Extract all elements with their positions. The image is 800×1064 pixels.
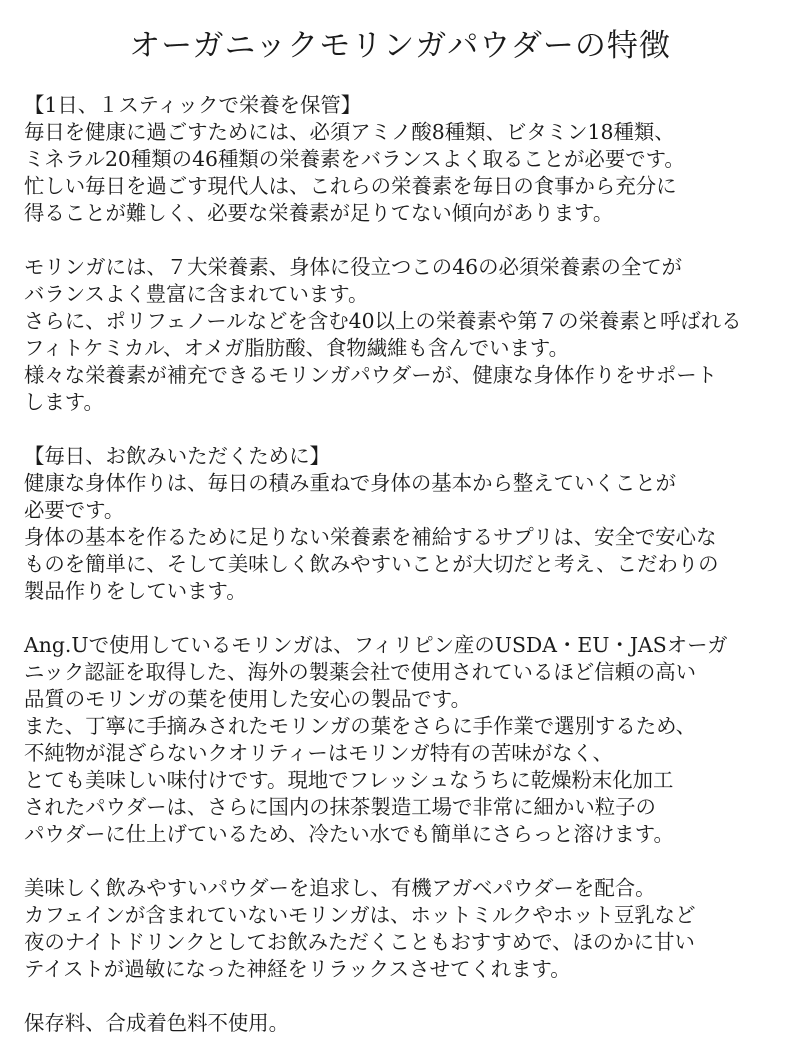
text-line: モリンガには、７大栄養素、身体に役立つこの46の必須栄養素の全てが [24,255,683,279]
text-line: します。 [24,390,104,414]
text-line: 【1日、１スティックで栄養を保管】 [24,93,362,117]
text-line: さらに、ポリフェノールなどを含む40以上の栄養素や第７の栄養素と呼ばれる [24,309,742,333]
text-line: 得ることが難しく、必要な栄養素が足りてない傾向があります。 [24,201,614,225]
text-line: 様々な栄養素が補充できるモリンガパウダーが、健康な身体作りをサポート [24,363,718,387]
text-line: 必要です。 [24,498,125,522]
paragraph [24,875,794,983]
page-title: オーガニックモリンガパウダーの特徴 [129,28,671,64]
text-line: 品質のモリンガの葉を使用した安心の製品です。 [24,687,471,711]
text-line: パウダーに仕上げているため、冷たい水でも簡単にさらっと溶けます。 [24,822,674,846]
text-line: 健康な身体作りは、毎日の積み重ねで身体の基本から整えていくことが [24,471,676,495]
text-line: Ang.Uで使用しているモリンガは、フィリピン産のUSDA・EU・JASオーガ [24,633,728,657]
text-line: とても美味しい味付けです。現地でフレッシュなうちに乾燥粉末化加工 [24,768,674,792]
text-line: バランスよく豊富に含まれています。 [24,282,369,306]
text-line: されたパウダーは、さらに国内の抹茶製造工場で非常に細かい粒子の [24,795,656,819]
text-line: 不純物が混ざらないクオリティーはモリンガ特有の苦味がなく、 [24,741,613,765]
paragraph [24,1010,794,1037]
paragraph [24,92,794,227]
text-line: 毎日を健康に過ごすためには、必須アミノ酸8種類、ビタミン18種類、 [24,120,675,144]
text-line: ものを簡単に、そして美味しく飲みやすいことが大切だと考え、こだわりの [24,552,719,576]
paragraph [24,254,794,416]
text-line: フィトケミカル、オメガ脂肪酸、食物繊維も含んでいます。 [24,336,570,360]
text-line: 身体の基本を作るために足りない栄養素を補給するサプリは、安全で安心な [24,525,717,549]
text-line: また、丁寧に手摘みされたモリンガの葉をさらに手作業で選別するため、 [24,714,697,738]
text-line: 忙しい毎日を過ごす現代人は、これらの栄養素を毎日の食事から充分に [24,174,677,198]
paragraph [24,443,794,605]
text-line: ニック認証を取得した、海外の製薬会社で使用されているほど信頼の高い [24,660,697,684]
text-line: 保存料、合成着色料不使用。 [24,1011,290,1035]
feature-description [24,92,794,1064]
text-line: 【毎日、お飲みいただくために】 [24,444,330,468]
text-line: カフェインが含まれていないモリンガは、ホットミルクやホット豆乳など [24,903,696,927]
text-line: ミネラル20種類の46種類の栄養素をバランスよく取ることが必要です。 [24,147,685,171]
text-line: 製品作りをしています。 [24,579,247,603]
text-line: 美味しく飲みやすいパウダーを追求し、有機アガベパウダーを配合。 [24,876,656,900]
text-line: 夜のナイトドリンクとしてお飲みただくこともおすすめで、ほのかに甘い [24,930,695,954]
text-line: テイストが過敏になった神経をリラックスさせてくれます。 [24,957,571,981]
paragraph [24,632,794,848]
